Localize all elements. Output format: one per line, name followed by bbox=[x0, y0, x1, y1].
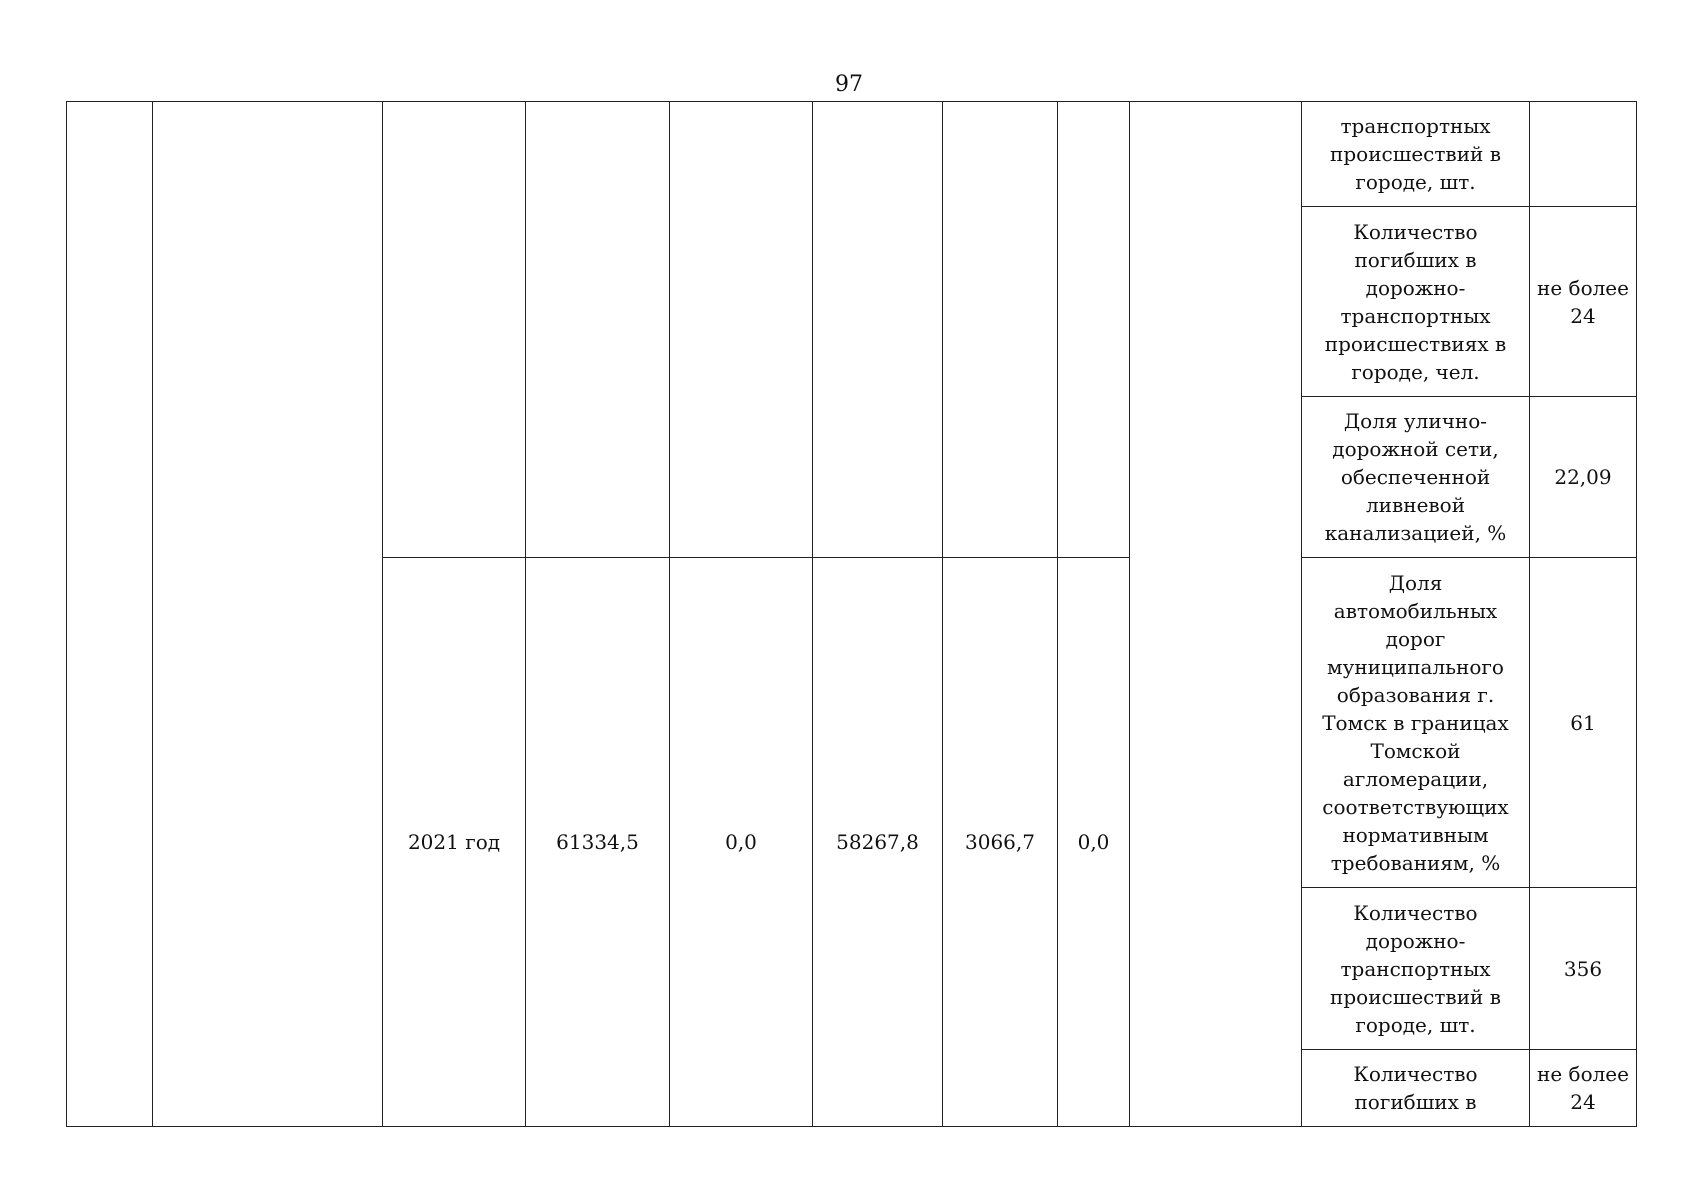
indicator-value: 356 bbox=[1530, 888, 1637, 1050]
page-number: 97 bbox=[835, 72, 863, 97]
funding-c-cell-upper bbox=[943, 102, 1058, 558]
indicator-name: транспортных происшествий в городе, шт. bbox=[1302, 102, 1530, 207]
indicator-value: 61 bbox=[1530, 558, 1637, 888]
year-cell-upper bbox=[383, 102, 526, 558]
funding-b-cell: 58267,8 bbox=[813, 558, 943, 1127]
program-table bbox=[66, 101, 1637, 1127]
number-cell bbox=[67, 102, 153, 1127]
table-row bbox=[67, 102, 1637, 207]
funding-a-cell-upper bbox=[670, 102, 813, 558]
funding-b-cell-upper bbox=[813, 102, 943, 558]
funding-a-cell: 0,0 bbox=[670, 558, 813, 1127]
indicator-name: Доля улично-дорожной сети, обеспеченной ливневой канализацией, % bbox=[1302, 397, 1530, 558]
executor-cell bbox=[1130, 102, 1302, 1127]
indicator-value: не более 24 bbox=[1530, 1050, 1637, 1127]
measure-name-cell bbox=[153, 102, 383, 1127]
total-cell: 61334,5 bbox=[526, 558, 670, 1127]
indicator-name: Количество погибших в bbox=[1302, 1050, 1530, 1127]
indicator-value: 22,09 bbox=[1530, 397, 1637, 558]
funding-d-cell: 0,0 bbox=[1058, 558, 1130, 1127]
indicator-name: Доля автомобильных дорог муниципального образования г. Томск в границах Томской агломерации, соответствующих нормативным требованиям, % bbox=[1302, 558, 1530, 888]
indicator-value bbox=[1530, 102, 1637, 207]
indicator-name: Количество погибших в дорожно-транспортных происшествиях в городе, чел. bbox=[1302, 207, 1530, 397]
funding-d-cell-upper bbox=[1058, 102, 1130, 558]
total-cell-upper bbox=[526, 102, 670, 558]
indicator-value: не более 24 bbox=[1530, 207, 1637, 397]
funding-c-cell: 3066,7 bbox=[943, 558, 1058, 1127]
indicator-name: Количество дорожно-транспортных происшествий в городе, шт. bbox=[1302, 888, 1530, 1050]
year-cell: 2021 год bbox=[383, 558, 526, 1127]
